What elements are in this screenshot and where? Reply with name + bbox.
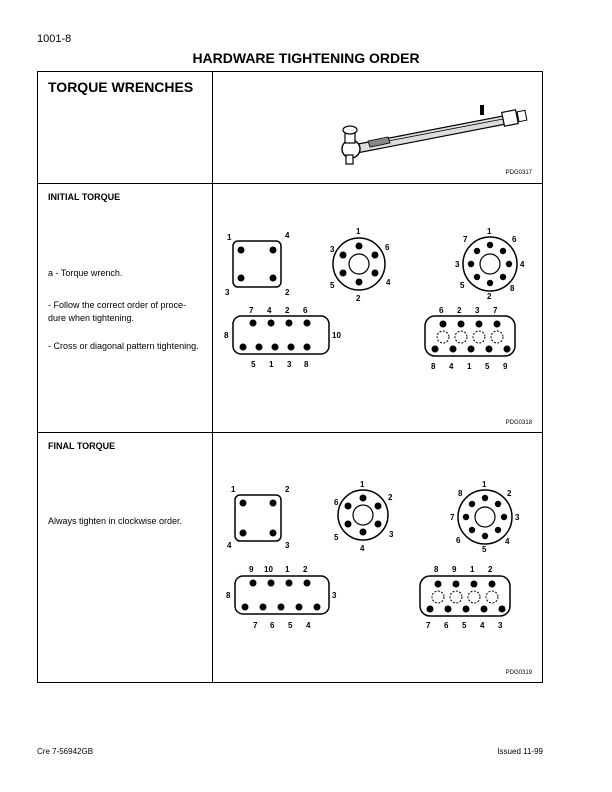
section-heading-wrenches: TORQUE WRENCHES (48, 79, 194, 95)
bolt-label: 2 (285, 288, 290, 297)
initial-text-1: a - Torque wrench. (48, 268, 123, 278)
bolt-label: 4 (267, 306, 272, 315)
bolt-label: 1 (356, 227, 361, 236)
bolt-label: 3 (285, 541, 290, 550)
bolt-label: 5 (288, 621, 293, 630)
page-title: HARDWARE TIGHTENING ORDER (192, 50, 420, 66)
figure-code: PDG0319 (505, 670, 532, 676)
bolt-label: 5 (330, 281, 335, 290)
bolt-label: 9 (249, 565, 254, 574)
figure-code: PDG0318 (505, 420, 532, 426)
bolt-label: 10 (264, 565, 273, 574)
square-pattern (227, 485, 290, 550)
bolt-label: 2 (285, 306, 290, 315)
bolt-label: 8 (304, 360, 309, 369)
footer-document-code: Cre 7-56942GB (37, 747, 94, 756)
bolt-label: 8 (226, 591, 231, 600)
bolt-label: 2 (457, 306, 462, 315)
bolt-label: 1 (231, 485, 236, 494)
bolt-label: 3 (332, 591, 337, 600)
bolt-label: 8 (431, 362, 436, 371)
bolt-label: 7 (249, 306, 254, 315)
bolt-label: 4 (505, 537, 510, 546)
section-heading-final: FINAL TORQUE (48, 441, 116, 451)
final-text: Always tighten in clockwise order. (48, 516, 183, 526)
bolt-label: 5 (462, 621, 467, 630)
bolt-label: 8 (434, 565, 439, 574)
procedure-table (37, 71, 543, 683)
ten-bolt-pattern (226, 565, 337, 630)
bolt-label: 4 (306, 621, 311, 630)
bolt-label: 8 (510, 284, 515, 293)
initial-text-3: - Cross or diagonal pattern tightening. (48, 341, 199, 351)
bolt-label: 6 (439, 306, 444, 315)
bolt-label: 2 (388, 493, 393, 502)
bolt-label: 9 (503, 362, 508, 371)
bolt-label: 1 (487, 227, 492, 236)
bolt-label: 2 (303, 565, 308, 574)
bolt-label: 4 (449, 362, 454, 371)
bolt-label: 1 (227, 233, 232, 242)
initial-label-cell (38, 184, 213, 433)
wrenches-label-cell (38, 72, 213, 184)
bolt-label: 4 (386, 278, 391, 287)
bolt-label: 4 (360, 544, 365, 553)
eight-bolt-pattern (455, 227, 525, 301)
bolt-label: 1 (470, 565, 475, 574)
bolt-label: 2 (285, 485, 290, 494)
six-bolt-pattern (330, 227, 391, 303)
bolt-label: 9 (452, 565, 457, 574)
bolt-label: 6 (334, 498, 339, 507)
bolt-label: 1 (482, 480, 487, 489)
bolt-label: 1 (269, 360, 274, 369)
bolt-label: 3 (330, 245, 335, 254)
bolt-label: 1 (467, 362, 472, 371)
bolt-label: 7 (493, 306, 498, 315)
initial-figure-cell (213, 184, 543, 433)
bolt-label: 2 (487, 292, 492, 301)
bolt-label: 5 (251, 360, 256, 369)
bolt-label: 6 (512, 235, 517, 244)
final-figure-cell (213, 433, 543, 683)
figure-code: PDG0317 (505, 170, 532, 176)
bolt-label: 7 (450, 513, 455, 522)
bolt-label: 8 (458, 489, 463, 498)
bolt-label: 10 (332, 331, 341, 340)
bolt-label: 2 (507, 489, 512, 498)
bolt-label: 6 (270, 621, 275, 630)
dashed-bolt-pattern (420, 565, 510, 630)
eight-bolt-pattern (450, 480, 520, 554)
bolt-label: 5 (485, 362, 490, 371)
bolt-label: 8 (224, 331, 229, 340)
final-torque-diagram (213, 433, 543, 683)
bolt-label: 3 (287, 360, 292, 369)
six-bolt-pattern (334, 480, 394, 553)
bolt-label: 3 (455, 260, 460, 269)
bolt-label: 2 (488, 565, 493, 574)
bolt-label: 5 (460, 281, 465, 290)
bolt-label: 4 (480, 621, 485, 630)
torque-wrench-illustration (313, 97, 553, 167)
initial-torque-diagram (213, 184, 543, 433)
bolt-label: 7 (253, 621, 258, 630)
bolt-label: 6 (444, 621, 449, 630)
page-number: 1001-8 (37, 33, 72, 45)
bolt-label: 3 (515, 513, 520, 522)
bolt-label: 7 (463, 235, 468, 244)
bolt-label: 1 (285, 565, 290, 574)
footer-issue-date: Issued 11-99 (497, 747, 543, 756)
bolt-label: 4 (227, 541, 232, 550)
bolt-label: 3 (389, 530, 394, 539)
bolt-label: 7 (426, 621, 431, 630)
bolt-label: 5 (482, 545, 487, 554)
bolt-label: 6 (456, 536, 461, 545)
ten-bolt-pattern (224, 306, 341, 369)
bolt-label: 4 (520, 260, 525, 269)
initial-text-2: - Follow the correct order of proce-dure when tightening. (48, 300, 187, 323)
bolt-label: 4 (285, 231, 290, 240)
wrenches-figure-cell (213, 72, 543, 184)
dashed-bolt-pattern (425, 306, 515, 371)
bolt-label: 3 (498, 621, 503, 630)
bolt-label: 3 (225, 288, 230, 297)
final-label-cell (38, 433, 213, 683)
bolt-label: 6 (385, 243, 390, 252)
bolt-label: 3 (475, 306, 480, 315)
bolt-label: 6 (303, 306, 308, 315)
section-heading-initial: INITIAL TORQUE (48, 192, 121, 202)
bolt-label: 1 (360, 480, 365, 489)
bolt-label: 5 (334, 533, 339, 542)
square-pattern (225, 231, 290, 297)
bolt-label: 2 (356, 294, 361, 303)
